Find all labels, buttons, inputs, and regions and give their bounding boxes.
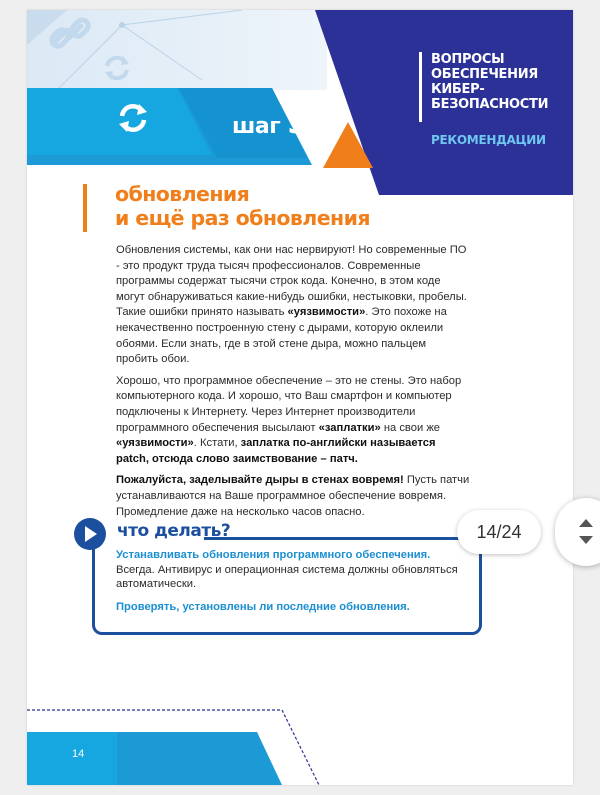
side-subtitle: РЕКОМЕНДАЦИИ [431, 133, 546, 147]
paragraph [116, 243, 471, 368]
todo-highlight: Проверять, установлены ли последние обновления. [116, 600, 410, 613]
text-run: Пусть патчи устанавливаются на Ваше программное обеспечение вовремя. Промедление даже на несколько часов опасно. [116, 474, 470, 518]
todo-item-text: Всегда. Антивирус и операционная система должны обновляться автоматически. [116, 563, 458, 590]
link-icon [47, 14, 95, 54]
side-title-line: ВОПРОСЫ [431, 52, 505, 67]
bold-run: «заплатки» [318, 421, 381, 434]
refresh-icon [99, 50, 135, 86]
text-run: . Это похоже на некачественно построенную стену с дырами, которую оклеили обоями. Если знать, где в этой стене дыра, можно пальцем пробить обои. [116, 306, 447, 366]
article-title [115, 182, 370, 230]
title-accent-bar [83, 184, 87, 232]
todo-box-top-line [204, 537, 478, 540]
chevron-up-icon[interactable] [579, 519, 593, 527]
text-run: Хорошо, что программное обеспечение – это не стены. Это набор компьютерного кода. И хорошо, что Ваш смартфон и компьютер подключены к Интернету. Через Интернет производители программного обеспечения высылают [116, 374, 462, 434]
side-title [431, 52, 561, 112]
paragraph [116, 374, 471, 468]
play-icon [74, 518, 106, 550]
footer-graphic [27, 700, 573, 785]
todo-item [116, 548, 461, 592]
step-word: шаг [232, 114, 281, 139]
title-line: обновления [115, 182, 250, 206]
todo-item [116, 600, 461, 615]
bold-run: Пожалуйста, заделывайте дыры в стенах вовремя! [116, 474, 404, 487]
text-run: Обновления системы, как они нас нервируют! Но современные ПО - это продукт труда тысяч профессионалов. Современные программы содержат тысячи строк кода. Конечно, в этом коде могут обнаруживаться какие-нибудь ошибки, нестыковки, пробелы. Такие ошибки принято называть [116, 244, 467, 319]
article-body [116, 243, 471, 526]
todo-text [116, 548, 461, 622]
text-run: на свои же [380, 421, 441, 434]
page-number: 14 [72, 748, 85, 760]
bold-run: «уязвимости» [116, 437, 194, 450]
bold-run: заплатка по-английски называется patch, отсюда слово заимствование – патч. [116, 437, 436, 465]
todo-title: что делать? [117, 521, 231, 541]
side-title-line: КИБЕР- [431, 82, 485, 97]
chevron-down-icon[interactable] [579, 536, 593, 544]
todo-highlight: Устанавливать обновления программного обеспечения. [116, 549, 431, 561]
side-title-line: ОБЕСПЕЧЕНИЯ [431, 67, 538, 82]
step-label [232, 106, 307, 140]
text-run: . Кстати, [193, 437, 241, 450]
step-number: 5 [287, 106, 308, 140]
side-title-line: БЕЗОПАСНОСТИ [431, 97, 549, 112]
bold-run: «уязвимости» [287, 306, 366, 319]
side-title-divider [419, 52, 422, 122]
title-line: и ещё раз обновления [115, 206, 370, 230]
pdf-page [27, 10, 573, 785]
page-counter: 14/24 [457, 510, 541, 554]
paragraph [116, 473, 471, 520]
refresh-icon [115, 100, 151, 136]
